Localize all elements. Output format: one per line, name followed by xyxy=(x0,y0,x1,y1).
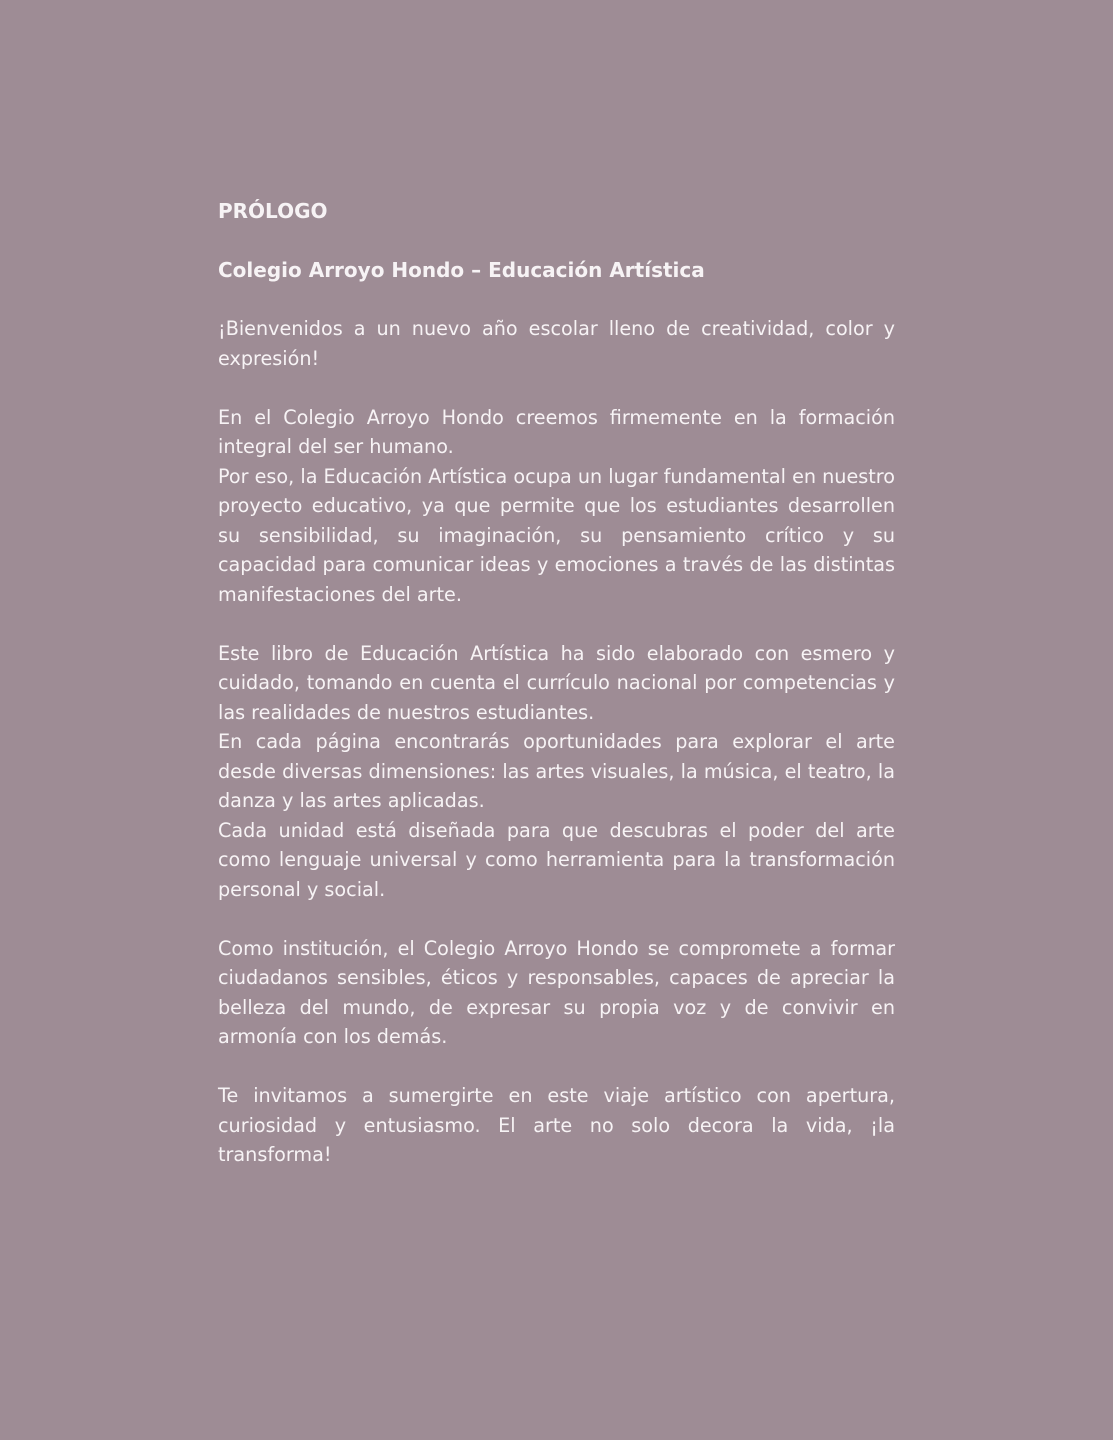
units-paragraph: Cada unidad está diseñada para que descubras el poder del arte como lenguaje universal y como herramienta para la transformación personal y social. xyxy=(218,818,895,901)
invitation-paragraph: Te invitamos a sumergirte en este viaje artístico con apertura, curiosidad y entusiasmo. El arte no solo decora la vida, ¡la transforma! xyxy=(218,1084,895,1166)
document-title: Colegio Arroyo Hondo – Educación Artística xyxy=(218,258,705,282)
section-heading: PRÓLOGO xyxy=(218,199,328,223)
mission-paragraph: En el Colegio Arroyo Hondo creemos firmemente en la formación integral del ser humano. xyxy=(218,405,895,458)
art-education-paragraph: Por eso, la Educación Artística ocupa un lugar fundamental en nuestro proyecto educativo, ya que permite que los estudiantes desarrollen su sensibilidad, su imaginación, su pensamiento crítico y su capacidad para comunicar ideas y emociones a través de las distintas manifestaciones del arte. xyxy=(218,464,895,606)
book-description-paragraph: Este libro de Educación Artística ha sido elaborado con esmero y cuidado, tomando en cuenta el currículo nacional por competencias y las realidades de nuestros estudiantes. xyxy=(218,641,895,724)
institution-paragraph: Como institución, el Colegio Arroyo Hondo se compromete a formar ciudadanos sensibles, éticos y responsables, capaces de apreciar la belleza del mundo, de expresar su propia voz y de convivir en armonía con los demás. xyxy=(218,936,895,1048)
explore-paragraph: En cada página encontrarás oportunidades para explorar el arte desde diversas dimensiones: las artes visuales, la música, el teatro, la danza y las artes aplicadas. xyxy=(218,730,895,812)
prologue-content xyxy=(218,196,895,1170)
welcome-paragraph: ¡Bienvenidos a un nuevo año escolar lleno de creatividad, color y expresión! xyxy=(218,317,895,370)
